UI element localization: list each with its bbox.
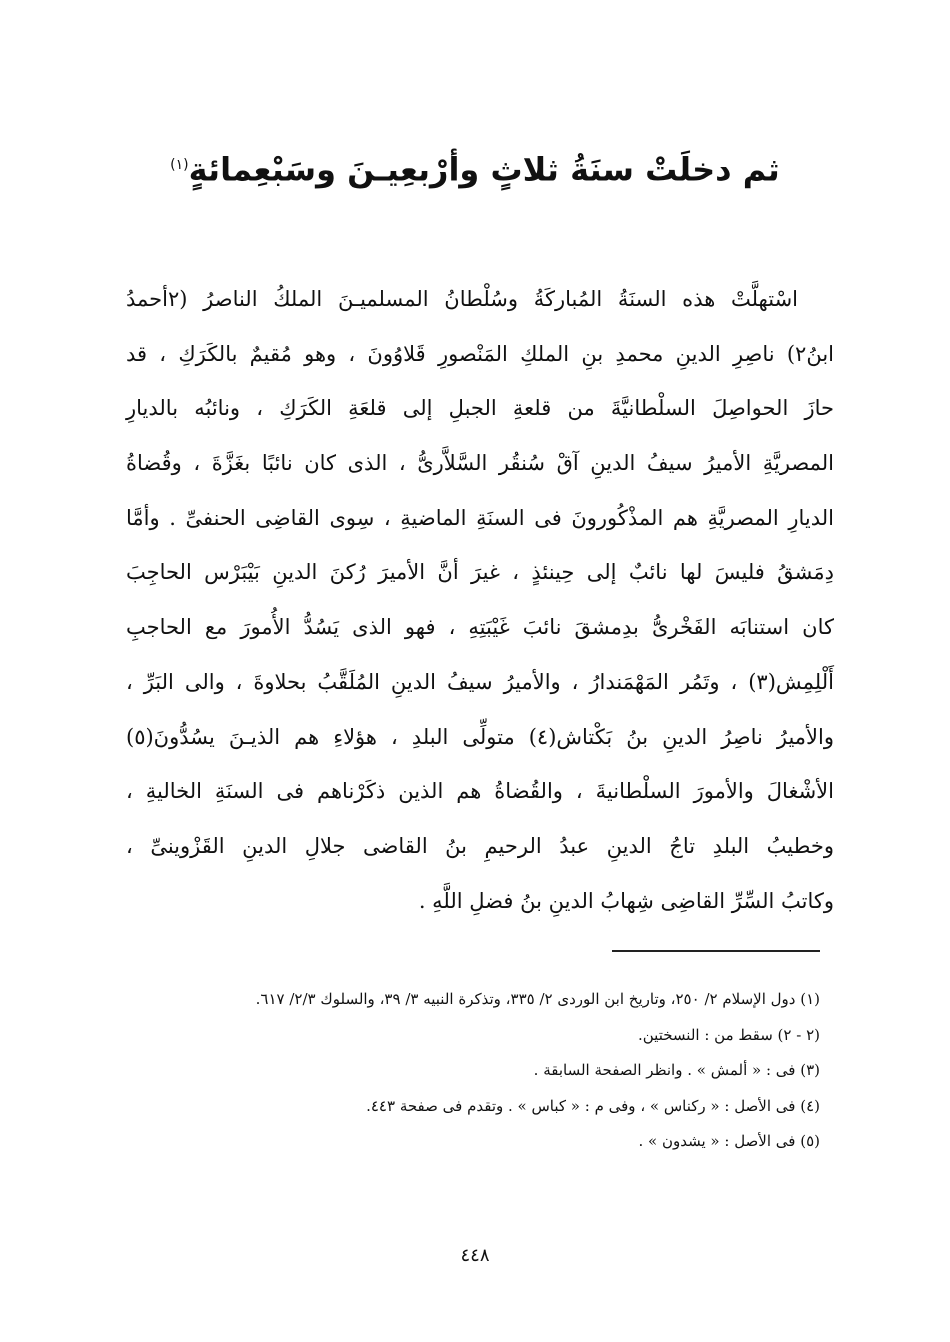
footnote-item: (٤) فى الأصل : « ركناس » ، وفى م : « كباس » . وتقدم فى صفحة ٤٤٣. [366, 1096, 820, 1115]
text-line: وخطيبُ البلدِ تاجُ الدينِ عبدُ الرحيمِ بنُ القاضى جلالِ الدينِ القَزْوينىِّ ، [126, 833, 834, 858]
chapter-title: ثم دخلَتْ سنَةُ ثلاثٍ وأرْبعِيـنَ وسَبْعِمائةٍ [188, 150, 780, 189]
footnote-item: (٢ - ٢) سقط من : النسختين. [638, 1025, 820, 1044]
footnote-separator [612, 950, 820, 952]
footnote-item: (٣) فى : « ألمش » . وانظر الصفحة السابقة . [533, 1061, 820, 1079]
text-line: والأميرُ ناصِرُ الدينِ بنُ بَكْتاش(٤) متولِّى البلدِ ، هؤلاءِ هم الذيـنَ يسُدُّونَ(٥) [126, 724, 834, 749]
text-line: اسْتهلَّتْ هذه السنَةُ المُباركَةُ وسُلْطانُ المسلميـنَ الملكُ الناصرُ (٢أحمدُ [126, 287, 798, 311]
footnote-item: (٥) فى الأصل : « يشدون » . [638, 1132, 820, 1150]
text-line: كان استنابَه الفَخْرىُّ بدِمشقَ نائبَ غَيْبَتِهِ ، فهو الذى يَسُدُّ الأُمورَ مع الحاجبِ [126, 615, 834, 640]
text-line: دِمَشقُ فليسَ لها نائبٌ إلى حِينئذٍ ، غيرَ أنَّ الأميرَ رُكنَ الدينِ بَيْبَرْس الحاجِبَ [126, 560, 834, 585]
text-line: الأشْغالَ والأمورَ السلْطانيةَ ، والقُضاةُ هم الذين ذكَرْناهم فى السنَةِ الخاليةِ ، [126, 779, 834, 804]
text-line: ابنُ٢) ناصِرِ الدينِ محمدِ بنِ الملكِ المَنْصورِ قَلاوُونَ ، وهو مُقيمٌ بالكَرَكِ ، قد [126, 341, 834, 366]
text-line: حازَ الحواصِلَ السلْطانيَّةَ من قلعةِ الجبلِ إلى قلعَةِ الكَرَكِ ، ونائبُه بالديارِ [126, 396, 834, 421]
body-paragraph [126, 272, 834, 928]
text-line: الديارِ المصريَّةِ هم المذْكُورونَ فى السنَةِ الماضيةِ ، سِوى القاضِى الحنفىِّ . وأمَّا [126, 505, 834, 530]
heading-footnote-marker: (١) [170, 157, 189, 173]
text-line: المصريَّةِ الأميرُ سيفُ الدينِ آقْ سُنقُر السَّلاَّرىُّ ، الذى كان نائبًا بغَزَّةَ ، وقُضاةُ [126, 451, 834, 476]
text-line: وكاتبُ السِّرِّ القاضِى شِهابُ الدينِ بنُ فضلِ اللَّهِ . [418, 888, 834, 913]
chapter-heading [150, 130, 800, 205]
footnote-item: (١) دول الإسلام ٢/ ٢٥٠، وتاريخ ابن الوردى ٢/ ٣٣٥، وتذكرة النبيه ٣/ ٣٩، والسلوك ٢/٣/ ٦١٧. [255, 990, 820, 1008]
page-number: ٤٤٨ [460, 1245, 490, 1266]
text-line: أَلْلِمِش(٣) ، وتَمُر المَهْمَندارُ ، والأميرُ سيفُ الدينِ المُلَقَّبُ بحلاوةَ ، والى البَرِّ ، [126, 669, 834, 694]
footnotes [126, 982, 820, 1160]
